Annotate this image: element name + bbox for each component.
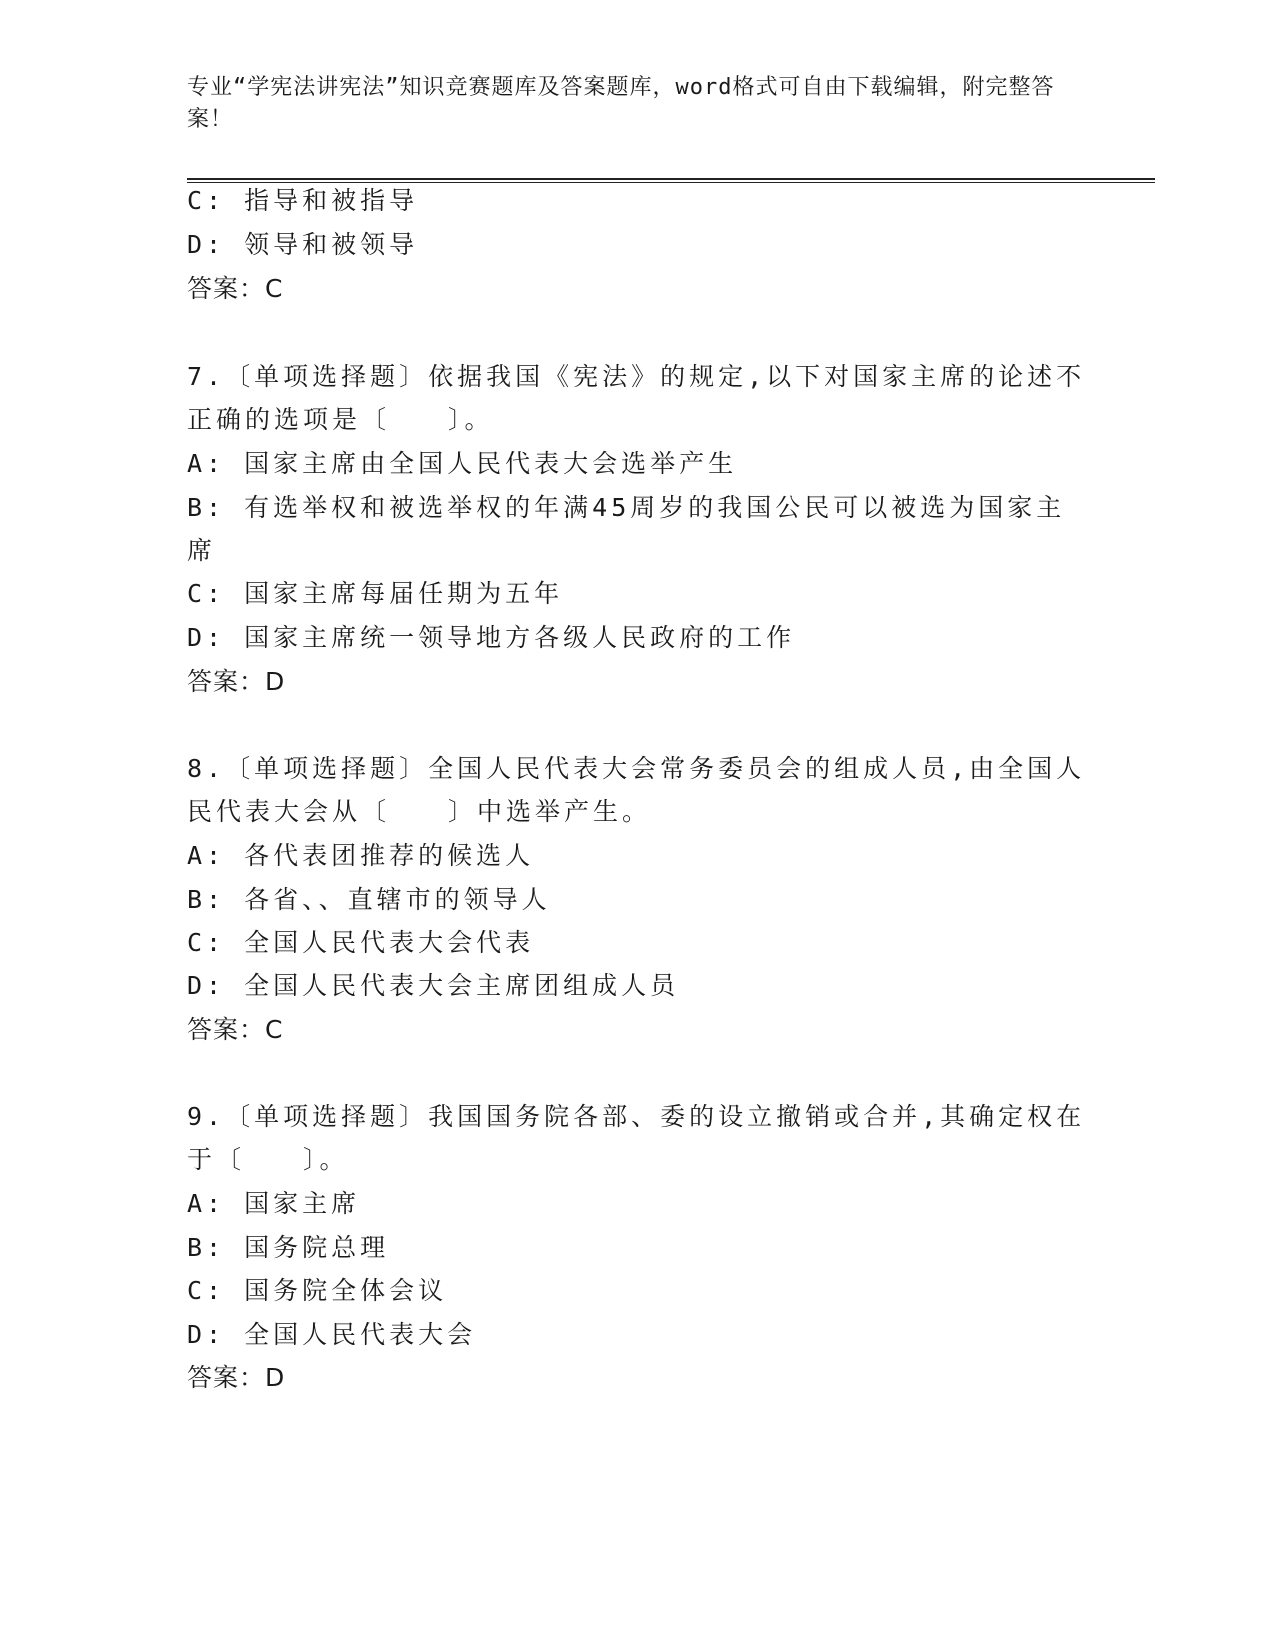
question-9-option-a: A: 国家主席 <box>187 1189 361 1218</box>
question-9-option-d: D: 全国人民代表大会 <box>187 1320 477 1349</box>
question-7-option-b-line-1: B: 有选举权和被选举权的年满45周岁的我国公民可以被选为国家主 <box>187 493 1066 522</box>
question-8-option-b: B: 各省、、直辖市的领导人 <box>187 885 551 914</box>
question-9-option-b: B: 国务院总理 <box>187 1233 390 1262</box>
question-7-stem-line-1: 7.〔单项选择题〕依据我国《宪法》的规定,以下对国家主席的论述不 <box>187 362 1086 391</box>
question-7-option-c: C: 国家主席每届任期为五年 <box>187 579 564 608</box>
question-9-answer: 答案：D <box>187 1363 286 1392</box>
question-6-option-c: C: 指导和被指导 <box>187 186 419 215</box>
question-7-option-a: A: 国家主席由全国人民代表大会选举产生 <box>187 449 738 478</box>
question-8-stem-line-1: 8.〔单项选择题〕全国人民代表大会常务委员会的组成人员,由全国人 <box>187 754 1086 783</box>
question-9-stem-line-2: 于〔 〕。 <box>187 1145 349 1174</box>
question-8-stem-line-2: 民代表大会从〔 〕中选举产生。 <box>187 797 652 826</box>
page-header: 专业“学宪法讲宪法”知识竞赛题库及答案题库，word格式可自由下载编辑，附完整答案！ <box>187 75 1055 132</box>
question-6-option-d: D: 领导和被领导 <box>187 230 419 259</box>
header-divider <box>187 178 1155 183</box>
question-8-option-d: D: 全国人民代表大会主席团组成人员 <box>187 971 680 1000</box>
question-7-option-b-line-2: 席 <box>187 536 217 565</box>
question-7-option-d: D: 国家主席统一领导地方各级人民政府的工作 <box>187 623 796 652</box>
question-9-stem-line-1: 9.〔单项选择题〕我国国务院各部、委的设立撤销或合并,其确定权在 <box>187 1102 1086 1131</box>
question-8-option-a: A: 各代表团推荐的候选人 <box>187 841 535 870</box>
question-8-option-c: C: 全国人民代表大会代表 <box>187 928 535 957</box>
question-6-answer: 答案：C <box>187 274 284 303</box>
question-8-answer: 答案：C <box>187 1015 284 1044</box>
question-7-answer: 答案：D <box>187 667 286 696</box>
question-9-option-c: C: 国务院全体会议 <box>187 1276 448 1305</box>
question-7-stem-line-2: 正确的选项是〔 〕。 <box>187 405 494 434</box>
